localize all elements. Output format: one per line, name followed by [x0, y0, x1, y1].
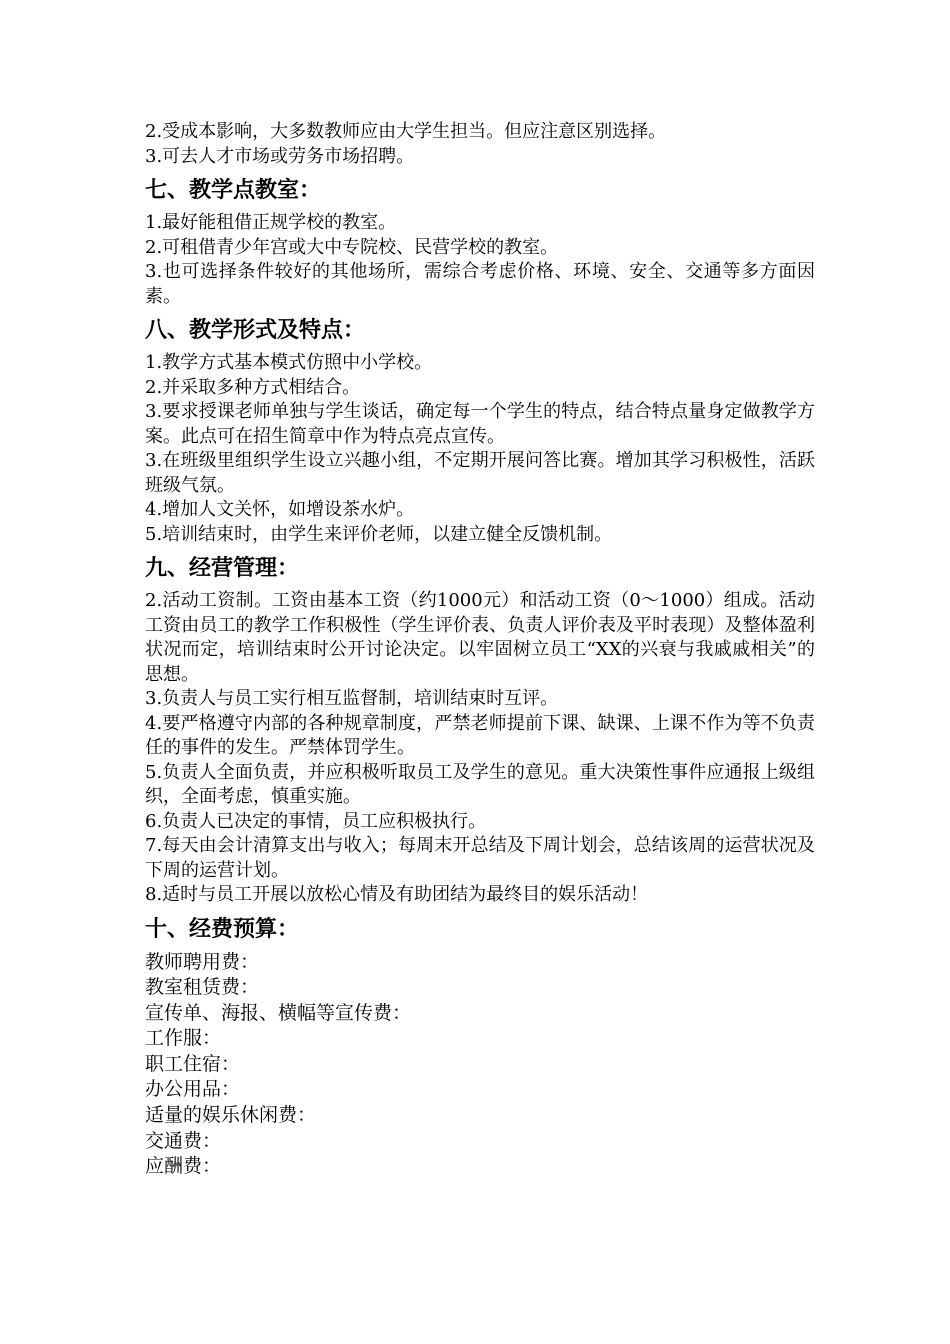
list-item: 5.负责人全面负责，并应积极听取员工及学生的意见。重大决策性事件应通报上级组织，全面考虑，慎重实施。 — [145, 761, 815, 807]
list-item: 3.在班级里组织学生设立兴趣小组，不定期开展问答比赛。增加其学习积极性，活跃班级气氛。 — [145, 450, 815, 496]
list-item: 8.适时与员工开展以放松心情及有助团结为最终目的娱乐活动！ — [145, 884, 649, 905]
section-heading: 九、经营管理： — [145, 556, 300, 581]
list-item: 2.并采取多种方式相结合。 — [145, 376, 361, 398]
section-heading: 八、教学形式及特点： — [145, 318, 366, 343]
budget-item: 职工住宿： — [145, 1052, 241, 1075]
section-management — [145, 554, 815, 908]
list-item: 2.受成本影响，大多数教师应由大学生担当。但应注意区别选择。 — [145, 121, 667, 142]
budget-item: 办公用品： — [145, 1078, 241, 1101]
list-item: 6.负责人已决定的事情，员工应积极执行。 — [145, 810, 487, 832]
document-page — [145, 120, 815, 1180]
section-heading: 十、经费预算： — [145, 916, 300, 942]
list-item: 3.可去人才市场或劳务市场招聘。 — [145, 145, 415, 167]
list-item: 5.培训结束时，由学生来评价老师，以建立健全反馈机制。 — [145, 523, 613, 545]
budget-item: 交通费： — [145, 1129, 222, 1152]
section-classroom — [145, 176, 815, 309]
list-item: 2.活动工资制。工资由基本工资（约1000元）和活动工资（0～1000）组成。活动工资由员工的教学工作积极性（学生评价表、负责人评价表及平时表现）及整体盈利状况而定，培训结束时公开讨论决定。以牢固树立员工“XX的兴衰与我戚戚相关”的思想。 — [145, 590, 815, 685]
list-item: 1.教学方式基本模式仿照中小学校。 — [145, 352, 433, 373]
budget-item: 宣传单、海报、横幅等宣传费： — [145, 1001, 412, 1024]
list-item: 3.要求授课老师单独与学生谈话，确定每一个学生的特点，结合特点量身定做教学方案。此点可在招生简章中作为特点亮点宣传。 — [145, 401, 815, 447]
section-recruitment-tail — [145, 120, 815, 169]
section-budget — [145, 915, 815, 1180]
list-item: 1.最好能租借正规学校的教室。 — [145, 212, 397, 233]
section-heading: 七、教学点教室： — [145, 178, 322, 203]
budget-item: 适量的娱乐休闲费： — [145, 1104, 317, 1127]
budget-item: 教室租赁费： — [145, 976, 260, 999]
list-item: 2.可租借青少年宫或大中专院校、民营学校的教室。 — [145, 236, 559, 258]
list-item: 4.要严格遵守内部的各种规章制度，严禁老师提前下课、缺课、上课不作为等不负责任的事件的发生。严禁体罚学生。 — [145, 712, 815, 758]
list-item: 4.增加人文关怀，如增设茶水炉。 — [145, 499, 415, 520]
budget-item: 教师聘用费： — [145, 950, 260, 973]
list-item: 3.负责人与员工实行相互监督制，培训结束时互评。 — [145, 688, 559, 709]
list-item: 3.也可选择条件较好的其他场所，需综合考虑价格、环境、安全、交通等多方面因素。 — [145, 261, 815, 307]
budget-item: 应酬费： — [145, 1155, 222, 1178]
budget-item: 工作服： — [145, 1027, 222, 1050]
section-teaching-format — [145, 316, 815, 547]
list-item: 7.每天由会计清算支出与收入；每周末开总结及下周计划会，总结该周的运营状况及下周的运营计划。 — [145, 835, 815, 881]
